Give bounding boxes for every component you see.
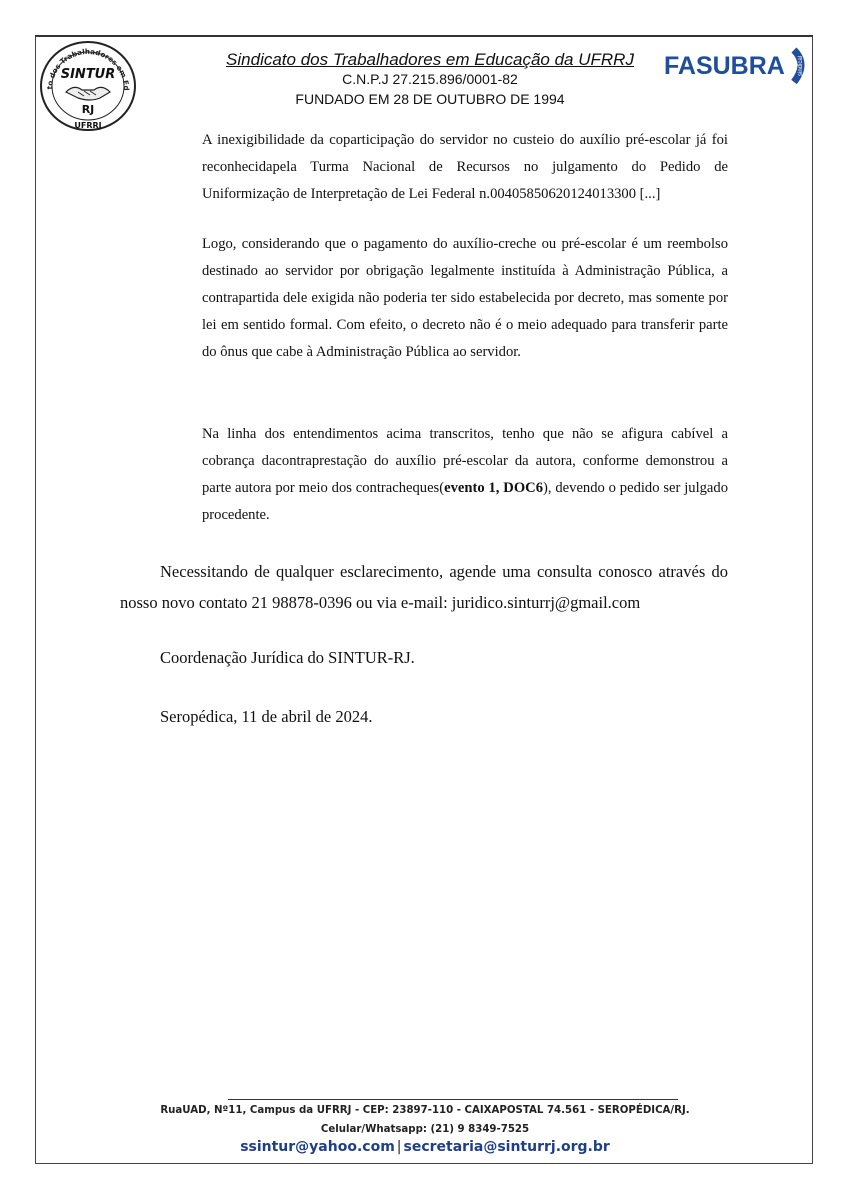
quote-p3-text-start: Na linha dos entendimentos acima transcritos, tenho que não se afigura cabível a cobrança dacontraprestação do auxílio pré-escolar da autora, conforme demonstrou a parte autora por meio dos contracheques( [202,426,728,496]
quote-paragraph-3 [202,421,728,529]
fasubra-name: FASUBRA [664,52,785,80]
founded-line: FUNDADO EM 28 DE OUTUBRO DE 1994 [295,91,565,107]
seal-state: RJ [81,103,95,116]
quote-p3-text-end: ), devendo o pedido ser julgado procedente. [202,480,729,523]
signature-line: Coordenação Jurídica do SINTUR-RJ. [160,648,415,667]
quote-p3-citation: evento 1, DOC6 [444,480,544,496]
footer-email-secretaria[interactable]: secretaria@sinturrj.org.br [403,1139,610,1155]
fasubra-sub: sindical [798,55,804,76]
footer-email-yahoo[interactable]: ssintur@yahoo.com [240,1139,395,1155]
quote-paragraph-1: A inexigibilidade da coparticipação do servidor no custeio do auxílio pré-escolar já foi reconhecidapela Turma Nacional de Recursos no julgamento do Pedido de Uniformização de Interpretação de Lei Federal n.00405850620124013300 [...] [202,132,728,202]
seal-arc-text: to dos Trabalhadores em Ed [44,46,132,91]
header-rule [35,35,813,37]
footer-emails [120,1139,730,1155]
seal-bottom-text: UFRRJ [74,121,102,130]
seal-name: SINTUR [60,67,116,82]
quote-paragraph-2: Logo, considerando que o pagamento do auxílio-creche ou pré-escolar é um reembolso destinado ao servidor por obrigação legalmente instituída à Administração Pública, a contrapartida dele exigida não poderia ter sido estabelecida por decreto, mas somente por lei em sentido formal. Com efeito, o decreto não é o meio adequado para transferir parte do ônus que cabe à Administração Pública ao servidor. [202,236,728,360]
sintur-seal-logo [38,40,138,132]
footer-phone: Celular/Whatsapp: (21) 9 8349-7525 [320,1124,530,1135]
place-date-line: Seropédica, 11 de abril de 2024. [160,707,373,726]
footer-email-separator: | [396,1139,402,1155]
union-name-title: Sindicato dos Trabalhadores em Educação da UFRRJ [226,50,634,69]
footer-rule [228,1099,678,1100]
footer-address: RuaUAD, Nº11, Campus da UFRRJ - CEP: 23897-110 - CAIXAPOSTAL 74.561 - SEROPÉDICA/RJ. [160,1105,690,1116]
contact-paragraph: Necessitando de qualquer esclarecimento, agende uma consulta conosco através do nosso novo contato 21 98878-0396 ou via e-mail: juridico.sinturrj@gmail.com [120,562,728,612]
cnpj-line: C.N.P.J 27.215.896/0001-82 [342,71,518,87]
